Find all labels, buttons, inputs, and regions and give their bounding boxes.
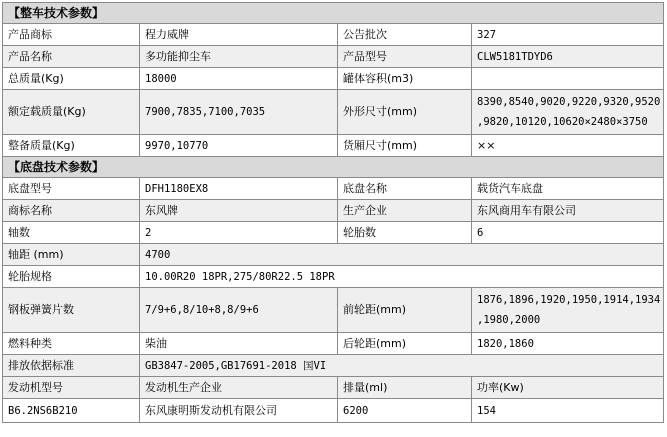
value-emission-standard: GB3847-2005,GB17691-2018 国VI [140,355,664,377]
label-tire-spec: 轮胎规格 [3,266,140,288]
value-product-model: CLW5181TDYD6 [472,46,664,68]
table-row [3,178,664,200]
engine-row [3,399,664,423]
label-axle-count: 轴数 [3,222,140,244]
table-row [3,333,664,355]
label-batch: 公告批次 [338,24,472,46]
chassis-section-header [3,157,664,178]
table-row [3,244,664,266]
value-product-name: 多功能抑尘车 [140,46,338,68]
value-rear-track: 1820,1860 [472,333,664,355]
value-chassis-model: DFH1180EX8 [140,178,338,200]
table-row [3,222,664,244]
header-engine-maker: 发动机生产企业 [140,377,338,399]
vehicle-section-title: 【整车技术参数】 [3,3,664,24]
header-power: 功率(Kw) [472,377,664,399]
chassis-section-title: 【底盘技术参数】 [3,157,664,178]
value-chassis-name: 载货汽车底盘 [472,178,664,200]
value-wheelbase: 4700 [140,244,664,266]
value-brand: 程力威牌 [140,24,338,46]
label-wheelbase: 轴距 (mm) [3,244,140,266]
table-row [3,90,664,135]
table-row [3,135,664,157]
value-displacement: 6200 [338,399,472,423]
label-cargo-size: 货厢尺寸(mm) [338,135,472,157]
label-gross-mass: 总质量(Kg) [3,68,140,90]
label-leaf-springs: 钢板弹簧片数 [3,288,140,333]
engine-header-row [3,377,664,399]
value-tire-count: 6 [472,222,664,244]
value-manufacturer: 东风商用车有限公司 [472,200,664,222]
value-front-track-line-1: 1876,1896,1920,1950,1914,1934 [477,294,661,306]
value-power: 154 [472,399,664,423]
label-product-model: 产品型号 [338,46,472,68]
label-chassis-model: 底盘型号 [3,178,140,200]
table-row [3,355,664,377]
label-fuel-type: 燃料种类 [3,333,140,355]
value-front-track-line-2: ,1980,2000 [477,314,541,326]
value-leaf-springs: 7/9+6,8/10+8,8/9+6 [140,288,338,333]
value-tire-spec: 10.00R20 18PR,275/80R22.5 18PR [140,266,664,288]
value-gross-mass: 18000 [140,68,338,90]
value-dimensions-line-1: 8390,8540,9020,9220,9320,9520 [477,96,661,108]
value-engine-model: B6.2NS6B210 [3,399,140,423]
value-dimensions [472,90,664,135]
value-dimensions-line-2: ,9820,10120,10620×2480×3750 [477,116,648,128]
table-row [3,46,664,68]
table-row [3,288,664,333]
label-tire-count: 轮胎数 [338,222,472,244]
table-row [3,24,664,46]
label-manufacturer: 生产企业 [338,200,472,222]
value-axle-count: 2 [140,222,338,244]
value-front-track [472,288,664,333]
label-emission-standard: 排放依据标准 [3,355,140,377]
value-cargo-size: ×× [472,135,664,157]
label-curb-mass: 整备质量(Kg) [3,135,140,157]
value-trademark: 东风牌 [140,200,338,222]
label-rated-load: 额定载质量(Kg) [3,90,140,135]
label-brand: 产品商标 [3,24,140,46]
label-front-track: 前轮距(mm) [338,288,472,333]
label-trademark: 商标名称 [3,200,140,222]
vehicle-section-header [3,3,664,24]
table-row [3,68,664,90]
label-rear-track: 后轮距(mm) [338,333,472,355]
label-product-name: 产品名称 [3,46,140,68]
label-chassis-name: 底盘名称 [338,178,472,200]
value-curb-mass: 9970,10770 [140,135,338,157]
value-rated-load: 7900,7835,7100,7035 [140,90,338,135]
table-row [3,200,664,222]
value-batch: 327 [472,24,664,46]
header-engine-model: 发动机型号 [3,377,140,399]
spec-sheet [2,2,663,423]
table-row [3,266,664,288]
label-tank-volume: 罐体容积(m3) [338,68,472,90]
value-tank-volume [472,68,664,90]
value-fuel-type: 柴油 [140,333,338,355]
value-engine-maker: 东风康明斯发动机有限公司 [140,399,338,423]
spec-table [2,2,664,423]
label-dimensions: 外形尺寸(mm) [338,90,472,135]
header-displacement: 排量(ml) [338,377,472,399]
